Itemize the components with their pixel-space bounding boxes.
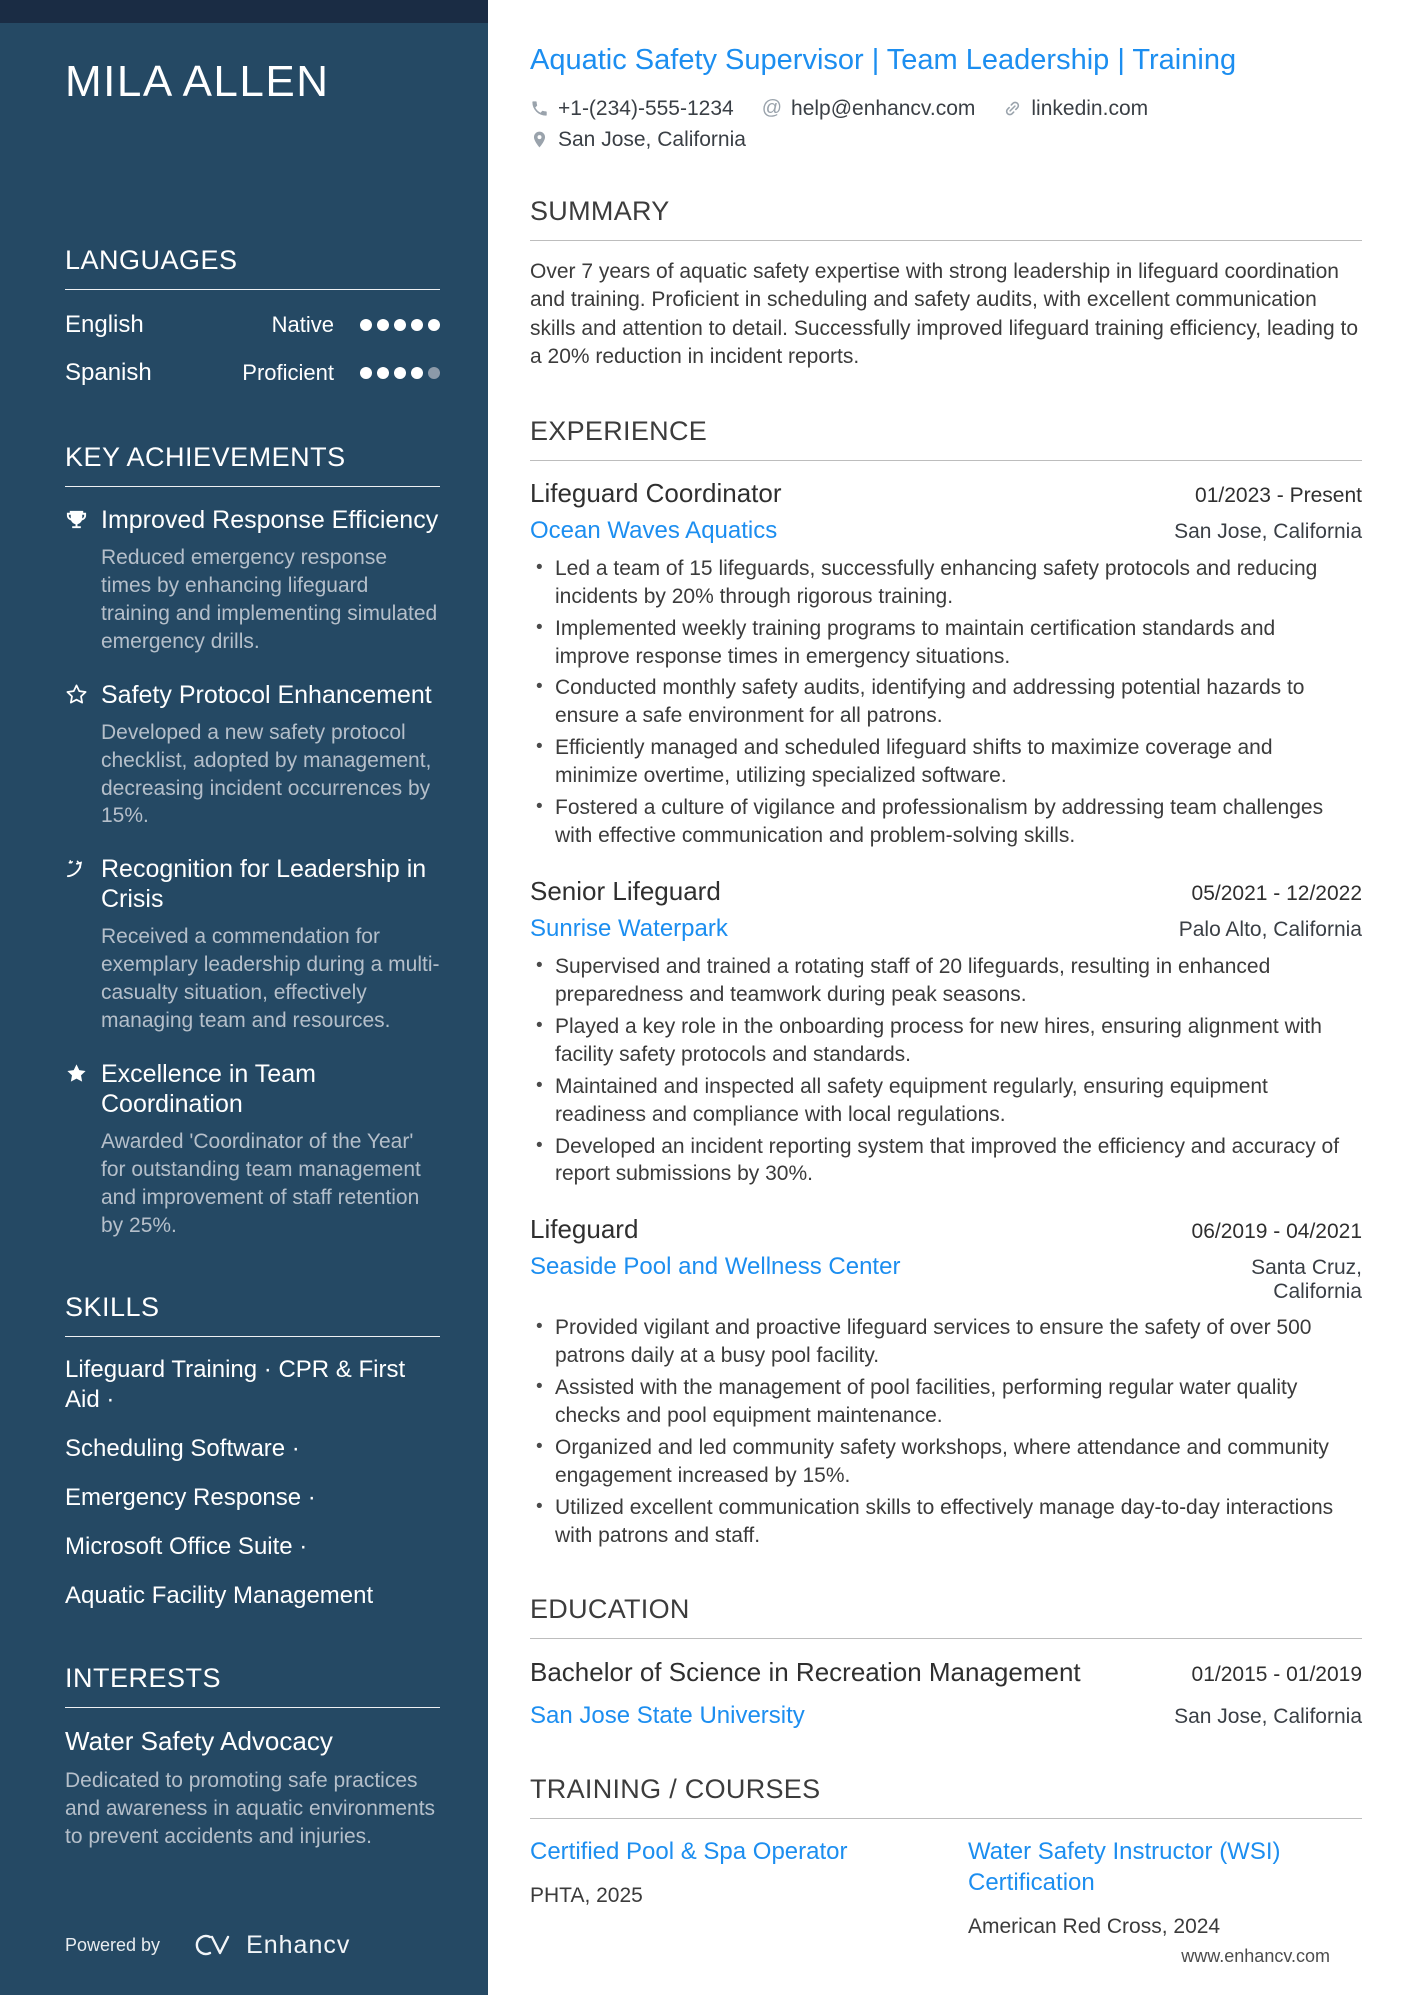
trophy-icon [65, 505, 101, 656]
proficiency-dot [377, 367, 389, 379]
skills-section [65, 1292, 440, 1611]
phone-icon [530, 99, 549, 118]
languages-heading: LANGUAGES [65, 245, 440, 290]
degree-title: Bachelor of Science in Recreation Management [530, 1656, 1081, 1687]
interests-heading: INTERESTS [65, 1663, 440, 1708]
job-dates: 01/2023 - Present [1195, 483, 1362, 507]
course-title[interactable]: Certified Pool & Spa Operator [530, 1837, 848, 1865]
achievement-item [65, 505, 440, 656]
job-location: Palo Alto, California [1178, 918, 1362, 941]
education-section [530, 1594, 1362, 1730]
resume-main [488, 0, 1410, 1939]
job-bullet: • Provided vigilant and proactive lifeguard services to ensure the safety of over 500 patrons daily at a busy pool facility. [530, 1314, 1350, 1370]
course-title[interactable]: Water Safety Instructor (WSI) Certification [968, 1837, 1281, 1896]
school-location: San Jose, California [1174, 1704, 1362, 1728]
job-bullet: • Efficiently managed and scheduled lifeguard shifts to maximize coverage and minimize overtime, utilizing specialized software. [530, 734, 1350, 790]
interest-title: Water Safety Advocacy [65, 1725, 333, 1756]
job-bullets [530, 953, 1362, 1188]
company-name[interactable]: Sunrise Waterpark [530, 915, 728, 942]
skill-line: Lifeguard Training · CPR & First Aid · [65, 1355, 406, 1413]
proficiency-dot [411, 367, 423, 379]
resume-headline: Aquatic Safety Supervisor | Team Leadership | Training [530, 44, 1237, 76]
at-icon: @ [761, 97, 783, 120]
proficiency-dot [394, 367, 406, 379]
achievement-item [65, 1059, 440, 1240]
enhancv-site-url: www.enhancv.com [1181, 1946, 1330, 1966]
proficiency-dot [360, 319, 372, 331]
enhancv-logo-icon [190, 1930, 234, 1960]
proficiency-dot [377, 319, 389, 331]
training-section [530, 1774, 1362, 1939]
job-bullet: • Organized and led community safety workshops, where attendance and community engagement increased by 15%. [530, 1434, 1350, 1490]
languages-section [65, 245, 440, 390]
job-location: San Jose, California [1174, 519, 1362, 543]
job-bullet: • Assisted with the management of pool facilities, performing regular water quality checks and pool equipment maintenance. [530, 1374, 1350, 1430]
contact-block [530, 97, 1362, 152]
achievement-title: Excellence in Team Coordination [101, 1060, 316, 1119]
powered-by-label: Powered by [65, 1934, 161, 1955]
enhancv-brand-name: Enhancv [246, 1930, 351, 1959]
job-bullet: • Conducted monthly safety audits, identifying and addressing potential hazards to ensure a safe environment for all patrons. [530, 674, 1350, 730]
shooting-star-icon [65, 854, 101, 1035]
email-address[interactable]: help@enhancv.com [791, 96, 976, 120]
company-name[interactable]: Ocean Waves Aquatics [530, 516, 778, 544]
location-text: San Jose, California [558, 127, 746, 151]
education-heading: EDUCATION [530, 1594, 1362, 1639]
language-row [65, 356, 440, 390]
star-outline-icon [65, 680, 101, 831]
interest-description: Dedicated to promoting safe practices and awareness in aquatic environments to prevent accidents and injuries. [65, 1768, 436, 1848]
summary-heading: SUMMARY [530, 196, 1362, 241]
summary-text: Over 7 years of aquatic safety expertise with strong leadership in lifeguard coordination and training. Proficient in scheduling and safety audits, with excellent communication skills and attention to detail. Successfully improved lifeguard training efficiency, leading to a 20% reduction in incident reports. [530, 259, 1359, 369]
link-icon [1003, 99, 1022, 118]
job-entry [530, 478, 1362, 850]
key-achievements-section [65, 442, 440, 1240]
job-bullet: • Implemented weekly training programs to maintain certification standards and improve response times in emergency situations. [530, 615, 1350, 671]
job-location: Santa Cruz, California [1251, 1256, 1362, 1304]
star-filled-icon [65, 1059, 101, 1240]
achievement-description: Awarded 'Coordinator of the Year' for outstanding team management and improvement of staff retention by 25%. [101, 1130, 421, 1237]
achievement-item [65, 854, 440, 1035]
language-proficiency-dots [360, 367, 440, 379]
skill-line: Emergency Response · [65, 1483, 316, 1511]
job-dates: 05/2021 - 12/2022 [1191, 882, 1362, 905]
experience-section [530, 416, 1362, 1550]
company-name[interactable]: Seaside Pool and Wellness Center [530, 1253, 901, 1281]
achievement-title: Safety Protocol Enhancement [101, 680, 432, 709]
skill-line: Scheduling Software · [65, 1434, 300, 1462]
job-bullet: • Supervised and trained a rotating staff of 20 lifeguards, resulting in enhanced preparedness and teamwork during peak seasons. [530, 953, 1350, 1009]
sidebar-top-band [0, 0, 488, 23]
education-dates: 01/2015 - 01/2019 [1191, 1662, 1362, 1686]
key-achievements-heading: KEY ACHIEVEMENTS [65, 442, 440, 487]
job-bullet: • Maintained and inspected all safety equipment regularly, ensuring equipment readiness and compliance with local regulations. [530, 1073, 1350, 1129]
job-entry [530, 1214, 1362, 1549]
person-name: MILA ALLEN [65, 57, 330, 106]
experience-heading: EXPERIENCE [530, 416, 1362, 461]
course-entry [968, 1836, 1362, 1939]
school-name[interactable]: San Jose State University [530, 1701, 805, 1729]
language-name: English [65, 311, 144, 338]
proficiency-dot [411, 319, 423, 331]
achievement-title: Improved Response Efficiency [101, 506, 439, 534]
job-bullets [530, 555, 1362, 850]
skill-line: Microsoft Office Suite · [65, 1532, 308, 1560]
course-org: American Red Cross, 2024 [968, 1914, 1221, 1938]
language-level: Proficient [242, 360, 334, 385]
course-entry [530, 1836, 924, 1939]
email-contact[interactable] [762, 97, 976, 121]
proficiency-dot [360, 367, 372, 379]
proficiency-dot [394, 319, 406, 331]
job-title: Lifeguard [530, 1214, 639, 1245]
linkedin-url[interactable]: linkedin.com [1031, 96, 1149, 120]
language-row [65, 308, 440, 342]
achievement-description: Received a commendation for exemplary leadership during a multi-casualty situation, effectively managing team and resources. [101, 925, 440, 1033]
location-contact [530, 128, 746, 152]
job-dates: 06/2019 - 04/2021 [1191, 1220, 1362, 1244]
proficiency-dot [428, 367, 440, 379]
proficiency-dot [428, 319, 440, 331]
job-title: Lifeguard Coordinator [530, 477, 782, 508]
sidebar [0, 0, 488, 1995]
job-title: Senior Lifeguard [530, 876, 721, 906]
job-bullet: • Developed an incident reporting system that improved the efficiency and accuracy of report submissions by 30%. [530, 1133, 1350, 1189]
job-bullet: • Played a key role in the onboarding process for new hires, ensuring alignment with facility safety protocols and standards. [530, 1013, 1350, 1069]
language-level: Native [271, 312, 334, 337]
job-bullets [530, 1314, 1362, 1549]
language-name: Spanish [65, 359, 152, 386]
achievement-title: Recognition for Leadership in Crisis [101, 855, 427, 914]
powered-by-footer [65, 1930, 350, 1960]
job-bullet: • Utilized excellent communication skills to effectively manage day-to-day interactions with patrons and staff. [530, 1494, 1350, 1550]
skill-line: Aquatic Facility Management [65, 1581, 374, 1609]
achievement-description: Reduced emergency response times by enhancing lifeguard training and implementing simulated emergency drills. [101, 546, 438, 653]
job-bullet: • Fostered a culture of vigilance and professionalism by addressing team challenges with effective communication and problem-solving skills. [530, 794, 1350, 850]
achievement-description: Developed a new safety protocol checklist, adopted by management, decreasing incident occurrences by 15%. [101, 720, 432, 828]
achievement-item [65, 680, 440, 831]
training-heading: TRAINING / COURSES [530, 1774, 1362, 1819]
linkedin-contact[interactable] [1003, 97, 1148, 121]
skills-heading: SKILLS [65, 1292, 440, 1337]
language-proficiency-dots [360, 319, 440, 331]
interests-section [65, 1663, 440, 1851]
summary-section [530, 196, 1362, 372]
course-org: PHTA, 2025 [530, 1883, 643, 1907]
job-bullet: • Led a team of 15 lifeguards, successfully enhancing safety protocols and reducing incidents by 20% through rigorous training. [530, 555, 1350, 611]
job-entry [530, 876, 1362, 1188]
phone-contact [530, 97, 734, 121]
phone-number: +1-(234)-555-1234 [558, 96, 734, 120]
location-pin-icon [530, 130, 549, 149]
